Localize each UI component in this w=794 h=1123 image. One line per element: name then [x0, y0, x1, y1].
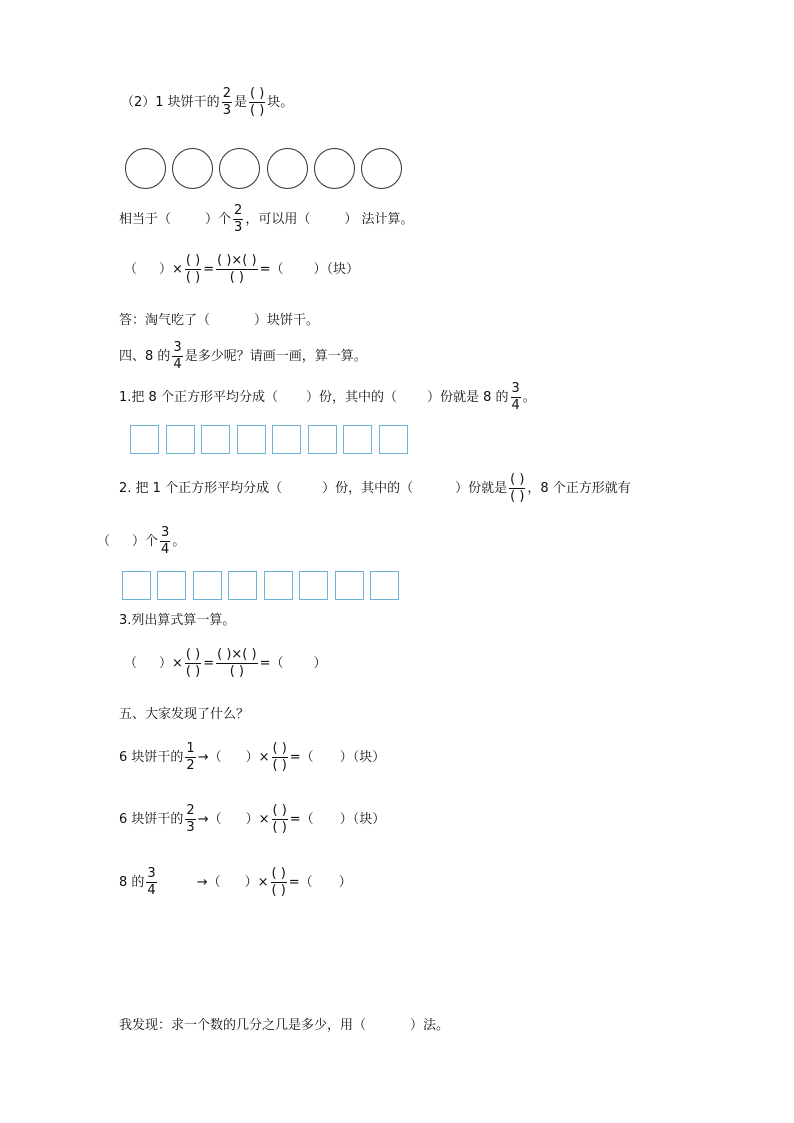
- square[interactable]: [299, 571, 328, 600]
- question-1: [119, 381, 536, 414]
- fraction-one-half: $\frac{1}{2}$: [186, 741, 195, 773]
- eq-text: ）×: [159, 262, 183, 277]
- cookie-circle[interactable]: [314, 148, 355, 189]
- fraction-blank[interactable]: $\frac{( )}{( )}$: [272, 803, 287, 835]
- part2-label: （2）1 块饼干的: [121, 95, 220, 110]
- fraction-three-quarters: $\frac{3}{4}$: [161, 525, 170, 557]
- eq-text: =（: [259, 262, 284, 277]
- square[interactable]: [122, 571, 151, 600]
- cookie-circle[interactable]: [219, 148, 260, 189]
- fraction-blank[interactable]: $\frac{( )}{( )}$: [185, 647, 201, 679]
- square[interactable]: [343, 425, 372, 454]
- square[interactable]: [157, 571, 186, 600]
- eq-text: （: [124, 656, 138, 671]
- answer-line: [119, 314, 319, 327]
- question-3: [119, 614, 235, 627]
- row-text: =（: [288, 875, 313, 890]
- eq-text: =: [203, 262, 215, 277]
- eq-text: =（: [259, 656, 284, 671]
- arrow-text: →（: [197, 750, 222, 765]
- eq-text: =: [203, 656, 215, 671]
- arrow-text: →（: [197, 812, 222, 827]
- equation-line-1: [124, 253, 359, 286]
- fraction-three-quarters: $\frac{3}{4}$: [173, 340, 182, 372]
- square[interactable]: [272, 425, 301, 454]
- row-text: ）: [338, 875, 352, 890]
- finding-text: 我发现：求一个数的几分之几是多少，用（: [119, 1018, 367, 1033]
- finding-row-2: [119, 803, 385, 836]
- eq-text: ）×: [159, 656, 183, 671]
- row-text: 6 块饼干的: [119, 812, 184, 827]
- equation-line-2: [124, 647, 326, 680]
- finding-text: ）法。: [410, 1018, 450, 1033]
- question-text: ）份就是: [455, 481, 508, 496]
- cookie-circle[interactable]: [125, 148, 166, 189]
- fraction-three-quarters: $\frac{3}{4}$: [511, 381, 520, 413]
- section-5-heading: [119, 708, 249, 721]
- row-text: 6 块饼干的: [119, 750, 184, 765]
- row-text: ）（块）: [339, 812, 386, 827]
- question-text: 1.把 8 个正方形平均分成（: [119, 390, 278, 405]
- square[interactable]: [308, 425, 337, 454]
- equiv-text: ）个: [205, 212, 232, 227]
- question-text: ，8 个正方形就有: [527, 481, 631, 496]
- row-text: ）×: [245, 812, 270, 827]
- equiv-text: ） 法计算。: [344, 212, 414, 227]
- section-4-heading: [119, 340, 367, 373]
- equiv-line: [119, 203, 413, 236]
- heading-text: 是多少呢？请画一画，算一算。: [184, 349, 367, 364]
- finding-row-3: [119, 866, 352, 899]
- eq-text: ）（块）: [313, 262, 359, 277]
- fraction-three-quarters: $\frac{3}{4}$: [147, 866, 156, 898]
- question-text: ）份就是 8 的: [426, 390, 509, 405]
- finding-row-1: [119, 741, 385, 774]
- row-text: ）（块）: [339, 750, 386, 765]
- heading-text: 四、8 的: [119, 349, 171, 364]
- square[interactable]: [193, 571, 222, 600]
- fraction-two-thirds: $\frac{2}{3}$: [186, 803, 195, 835]
- square[interactable]: [237, 425, 266, 454]
- question-text: 3.列出算式算一算。: [119, 613, 236, 628]
- question-text: 2. 把 1 个正方形平均分成（: [119, 481, 283, 496]
- question-text: ）份，其中的（: [322, 481, 414, 496]
- eq-text: （: [124, 262, 138, 277]
- row-text: =（: [289, 812, 314, 827]
- fraction-two-thirds: $\frac{2}{3}$: [234, 203, 243, 235]
- heading-text: 五、大家发现了什么？: [119, 707, 250, 722]
- part2-is: 是: [233, 95, 247, 110]
- cookie-circle[interactable]: [267, 148, 308, 189]
- part2-unit: 块。: [267, 95, 294, 110]
- equiv-text: 相当于（: [119, 212, 172, 227]
- square[interactable]: [379, 425, 408, 454]
- square[interactable]: [370, 571, 399, 600]
- equiv-text: ，可以用（: [245, 212, 311, 227]
- square[interactable]: [166, 425, 195, 454]
- finding-line: [119, 1019, 449, 1032]
- question-text: 。: [522, 390, 536, 405]
- eq-text: ）: [313, 656, 327, 671]
- answer-text: ）块饼干。: [254, 313, 320, 328]
- fraction-blank[interactable]: $\frac{( )}{( )}$: [510, 472, 525, 504]
- fraction-blank[interactable]: $\frac{( )}{( )}$: [185, 253, 201, 285]
- question-text: （: [97, 534, 111, 549]
- fraction-blank[interactable]: $\frac{( )}{( )}$: [272, 741, 287, 773]
- fraction-blank[interactable]: $\frac{( )}{( )}$: [249, 86, 265, 118]
- row-text: 8 的: [119, 875, 145, 890]
- cookie-circle[interactable]: [172, 148, 213, 189]
- row-text: ）×: [245, 750, 270, 765]
- question-text: ）个: [132, 534, 159, 549]
- arrow-text: →（: [196, 875, 221, 890]
- square[interactable]: [201, 425, 230, 454]
- fraction-blank[interactable]: $\frac{( )}{( )}$: [271, 866, 286, 898]
- fraction-product-blank[interactable]: $\frac{( )\times( )}{( )}$: [217, 253, 257, 285]
- cookie-circle[interactable]: [361, 148, 402, 189]
- row-text: =（: [289, 750, 314, 765]
- square[interactable]: [130, 425, 159, 454]
- square[interactable]: [264, 571, 293, 600]
- question-text: ）份，其中的（: [305, 390, 397, 405]
- fraction-two-thirds: $\frac{2}{3}$: [222, 86, 231, 118]
- fraction-product-blank[interactable]: $\frac{( )\times( )}{( )}$: [217, 647, 257, 679]
- question-2-continued: [97, 525, 185, 558]
- part2-line: [121, 86, 293, 119]
- square[interactable]: [335, 571, 364, 600]
- square[interactable]: [228, 571, 257, 600]
- question-2: [119, 472, 631, 505]
- row-text: ）×: [244, 875, 269, 890]
- question-text: 。: [172, 534, 186, 549]
- answer-text: 答：淘气吃了（: [119, 313, 211, 328]
